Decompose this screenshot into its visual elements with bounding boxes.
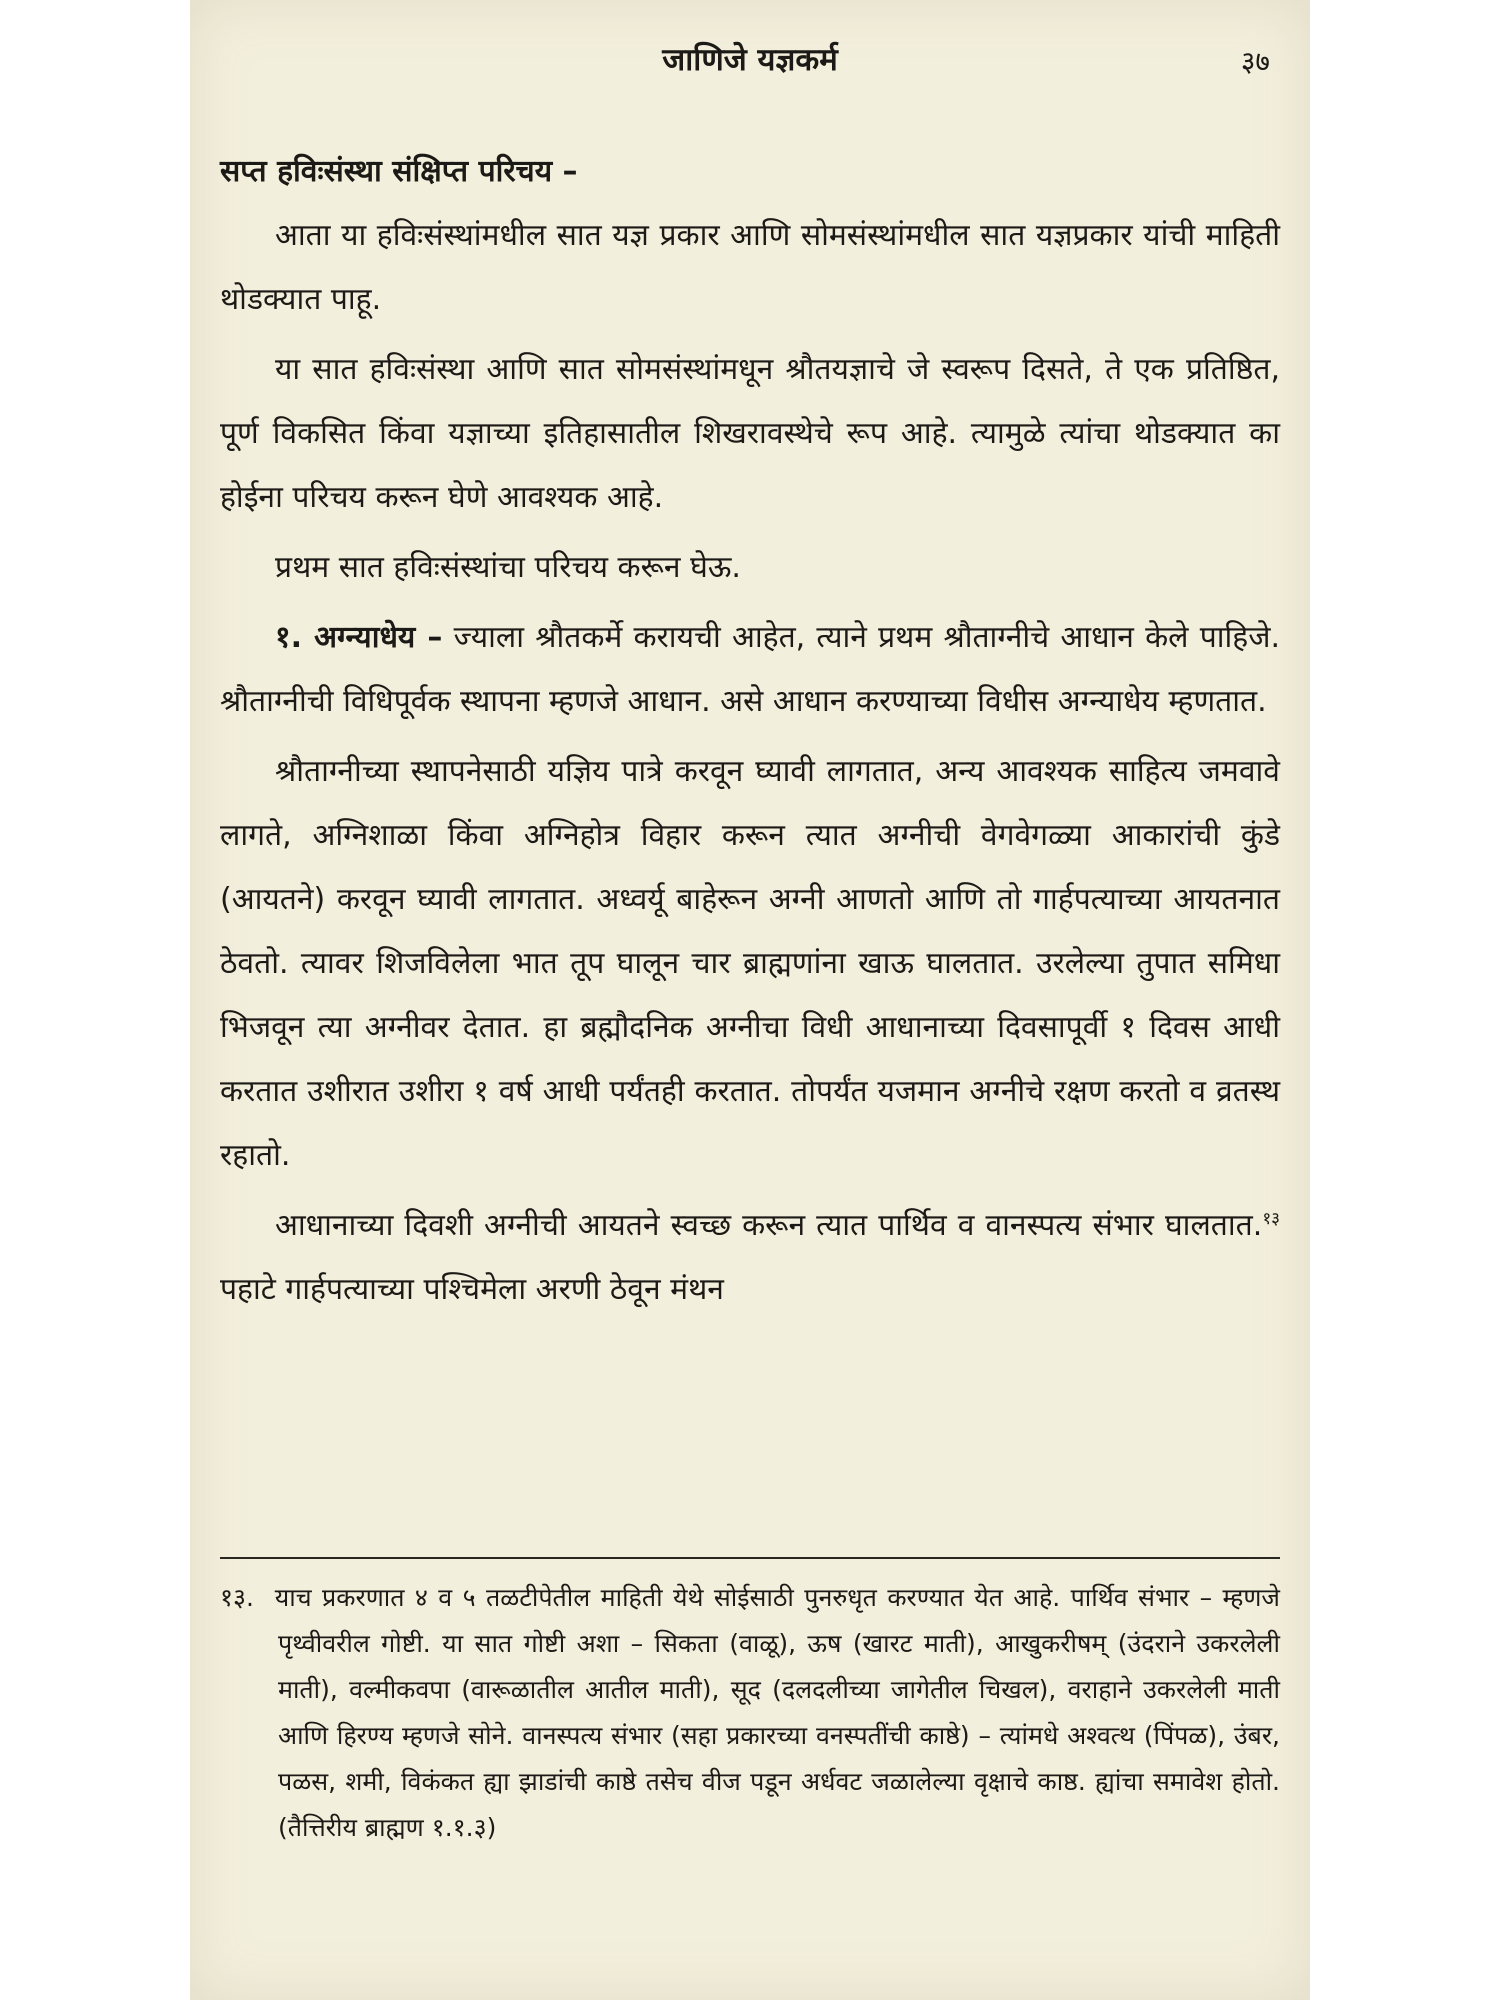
footnote-reference[interactable]: १३: [1262, 1209, 1280, 1229]
book-page: [190, 0, 1310, 2000]
paragraph-adhana-text: आधानाच्या दिवशी अग्नीची आयतने स्वच्छ करून त्यात पार्थिव व वानस्पत्य संभार घालतात.: [275, 1208, 1263, 1243]
paragraph-significance: या सात हविःसंस्था आणि सात सोमसंस्थांमधून श्रौतयज्ञाचे जे स्वरूप दिसते, ते एक प्रतिष्ठित, पूर्ण विकसित किंवा यज्ञाच्या इतिहासातील शिखरावस्थेचे रूप आहे. त्यामुळे त्यांचा थोडक्यात का होईना परिचय करून घेणे आवश्यक आहे.: [220, 352, 1280, 515]
paragraph-first-intro: प्रथम सात हविःसंस्थांचा परिचय करून घेऊ.: [275, 550, 741, 585]
footnote-number: १३.: [220, 1583, 254, 1612]
paragraph-agni-establishment: श्रौताग्नीच्या स्थापनेसाठी यज्ञिय पात्रे करवून घ्यावी लागतात, अन्य आवश्यक साहित्य जमवावे लागते, अग्निशाळा किंवा अग्निहोत्र विहार करून त्यात अग्नीची वेगवेगळ्या आकारांची कुंडे (आयतने) करवून घ्यावी लागतात. अध्वर्यू बाहेरून अग्नी आणतो आणि तो गार्हपत्याच्या आयतनात ठेवतो. त्यावर शिजविलेला भात तूप घालून चार ब्राह्मणांना खाऊ घालतात. उरलेल्या तुपात समिधा भिजवून त्या अग्नीवर देतात. हा ब्रह्मौदनिक अग्नीचा विधी आधानाच्या दिवसापूर्वी १ दिवस आधी करतात उशीरात उशीरा १ वर्ष आधी पर्यंतही करतात. तोपर्यंत यजमान अग्नीचे रक्षण करतो व व्रतस्थ रहातो.: [220, 754, 1280, 1173]
footnote-text: याच प्रकरणात ४ व ५ तळटीपेतील माहिती येथे सोईसाठी पुनरुधृत करण्यात येत आहे. पार्थिव संभार – म्हणजे पृथ्वीवरील गोष्टी. या सात गोष्टी अशा – सिकता (वाळू), ऊष (खारट माती), आखुकरीषम् (उंदराने उकरलेली माती), वल्मीकवपा (वारूळातील आतील माती), सूद (दलदलीच्या जागेतील चिखल), वराहाने उकरलेली माती आणि हिरण्य म्हणजे सोने. वानस्पत्य संभार (सहा प्रकारच्या वनस्पतींची काष्ठे) – त्यांमधे अश्वत्थ (पिंपळ), उंबर, पळस, शमी, विकंकत ह्या झाडांची काष्ठे तसेच वीज पडून अर्धवट जळालेल्या वृक्षाचे काष्ठ. ह्यांचा समावेश होतो. (तैत्तिरीय ब्राह्मण १.१.३): [274, 1583, 1280, 1842]
running-title: जाणिजे यज्ञकर्म: [662, 42, 838, 78]
footnote-entry: [220, 1575, 1280, 1851]
item-1-text: ज्याला श्रौतकर्मे करायची आहेत, त्याने प्रथम श्रौताग्नीचे आधान केले पाहिजे. श्रौताग्नीची विधिपूर्वक स्थापना म्हणजे आधान. असे आधान करण्याच्या विधीस अग्न्याधेय म्हणतात.: [220, 620, 1280, 719]
footnote-divider: [220, 1557, 1280, 1559]
paragraph-adhana-day: [220, 1194, 1280, 1322]
paragraph-intro: आता या हविःसंस्थांमधील सात यज्ञ प्रकार आणि सोमसंस्थांमधील सात यज्ञप्रकार यांची माहिती थोडक्यात पाहू.: [220, 218, 1280, 317]
footnote: [220, 1575, 1280, 1851]
item-1-paragraph: [220, 606, 1280, 734]
section-heading: सप्त हविःसंस्था संक्षिप्त परिचय –: [220, 154, 578, 189]
item-1-heading: १. अग्न्याधेय –: [275, 620, 443, 655]
paragraph-adhana-continued: पहाटे गार्हपत्याच्या पश्चिमेला अरणी ठेवून मंथन: [220, 1272, 724, 1307]
running-head: [190, 38, 1310, 82]
body-text: [220, 140, 1280, 1322]
page-number: ३७: [1240, 45, 1270, 78]
